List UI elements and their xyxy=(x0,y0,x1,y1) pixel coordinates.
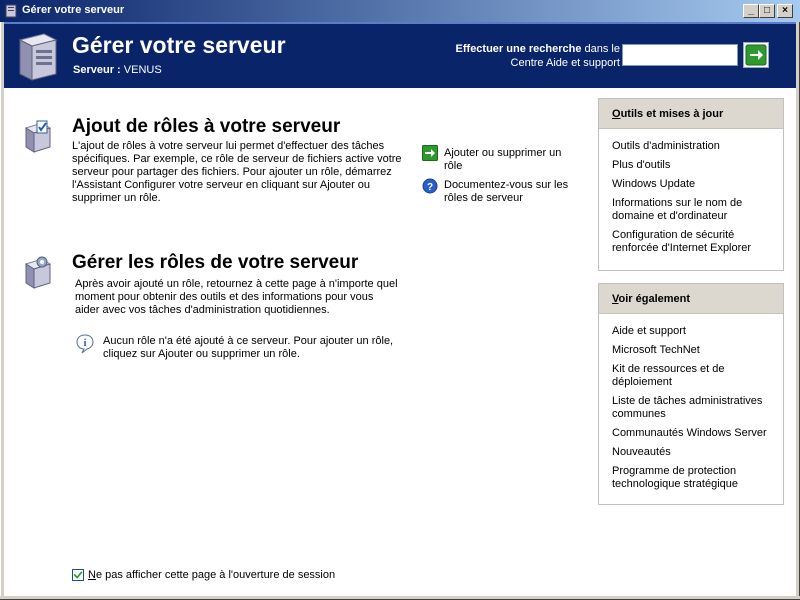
tools-panel xyxy=(598,98,784,271)
see-also-item-resource-kit[interactable]: Kit de ressources et de déploiement xyxy=(612,363,725,388)
search-label-strong: Effectuer une recherche xyxy=(455,43,582,55)
manage-roles-body: Après avoir ajouté un rôle, retournez à cette page à n'importe quel moment pour obtenir des outils et des informations pour vous aider avec vos tâches d'administration quotidiennes. xyxy=(75,278,398,316)
see-also-item-help[interactable]: Aide et support xyxy=(612,325,686,337)
see-also-item-whats-new[interactable]: Nouveautés xyxy=(612,446,671,458)
tools-item-domain-info[interactable]: Informations sur le nom de domaine et d'ordinateur xyxy=(612,197,743,222)
see-also-item-protection[interactable]: Programme de protection technologique stratégique xyxy=(612,465,738,490)
close-button[interactable]: × xyxy=(777,4,793,18)
manage-role-icon xyxy=(22,256,54,290)
search-label-line2: Centre Aide et support xyxy=(510,57,620,69)
maximize-button[interactable]: □ xyxy=(759,4,775,18)
add-roles-title: Ajout de rôles à votre serveur xyxy=(72,116,341,137)
see-also-list xyxy=(599,314,783,505)
search-label-rest: dans le xyxy=(581,43,620,55)
see-also-panel xyxy=(598,283,784,505)
see-also-panel-title xyxy=(599,284,783,314)
see-also-panel-title-accel: V xyxy=(612,293,619,305)
svg-text:i: i xyxy=(83,338,87,349)
title-bar[interactable] xyxy=(0,0,800,22)
dont-show-label-accel: N xyxy=(88,569,96,581)
info-icon xyxy=(76,334,94,354)
dont-show-label-rest: e pas afficher cette page à l'ouverture de session xyxy=(95,569,336,581)
dont-show-checkbox[interactable] xyxy=(72,569,84,581)
window-border-right xyxy=(796,22,800,600)
tools-panel-title-rest: utils et mises à jour xyxy=(620,108,724,120)
search-label xyxy=(444,42,620,70)
see-also-item-communities[interactable]: Communautés Windows Server xyxy=(612,427,767,439)
tools-item-ie-security[interactable]: Configuration de sécurité renforcée d'Internet Explorer xyxy=(612,229,752,254)
search-input[interactable] xyxy=(622,44,738,66)
add-role-icon xyxy=(22,120,54,154)
see-also-panel-title-rest: oir également xyxy=(618,293,691,305)
server-app-icon xyxy=(4,4,18,18)
search-go-button[interactable] xyxy=(743,42,769,68)
window-border-bottom xyxy=(0,596,800,600)
server-icon xyxy=(14,30,62,82)
help-icon xyxy=(422,178,438,194)
tools-item-windows-update[interactable]: Windows Update xyxy=(612,178,696,190)
server-line xyxy=(73,64,162,76)
window-border-left xyxy=(0,22,4,600)
server-label: Serveur : xyxy=(73,64,121,76)
tools-panel-title-accel: O xyxy=(612,108,621,120)
learn-roles-link[interactable]: Documentez-vous sur les rôles de serveur xyxy=(444,179,569,204)
svg-text:?: ? xyxy=(426,182,434,193)
page-title: Gérer votre serveur xyxy=(72,32,286,58)
tools-item-more-tools[interactable]: Plus d'outils xyxy=(612,159,671,171)
green-arrow-icon xyxy=(422,145,438,161)
dont-show-label[interactable] xyxy=(88,569,335,581)
see-also-item-technet[interactable]: Microsoft TechNet xyxy=(612,344,700,356)
see-also-item-admin-tasks[interactable]: Liste de tâches administratives communes xyxy=(612,395,763,420)
window-title: Gérer votre serveur xyxy=(22,4,125,16)
minimize-button[interactable]: _ xyxy=(743,4,759,18)
page-header xyxy=(4,22,796,88)
tools-item-admin-tools[interactable]: Outils d'administration xyxy=(612,140,720,152)
tools-list xyxy=(599,129,783,269)
manage-roles-title: Gérer les rôles de votre serveur xyxy=(72,252,359,273)
server-name: VENUS xyxy=(123,64,162,76)
add-remove-role-link[interactable]: Ajouter ou supprimer un rôle xyxy=(444,147,562,172)
tools-panel-title xyxy=(599,99,783,129)
no-roles-info: Aucun rôle n'a été ajouté à ce serveur. Pour ajouter un rôle, cliquez sur Ajouter ou supprimer un rôle. xyxy=(103,335,394,360)
add-roles-body: L'ajout de rôles à votre serveur lui permet d'effectuer des tâches spécifiques. Par exemple, ce rôle de serveur de fichiers active votre serveur pour partager des fichiers. Pour ajouter un rôle, démarrez l'Assistant Configurer votre serveur en cliquant sur Ajouter ou supprimer un rôle. xyxy=(72,140,402,204)
